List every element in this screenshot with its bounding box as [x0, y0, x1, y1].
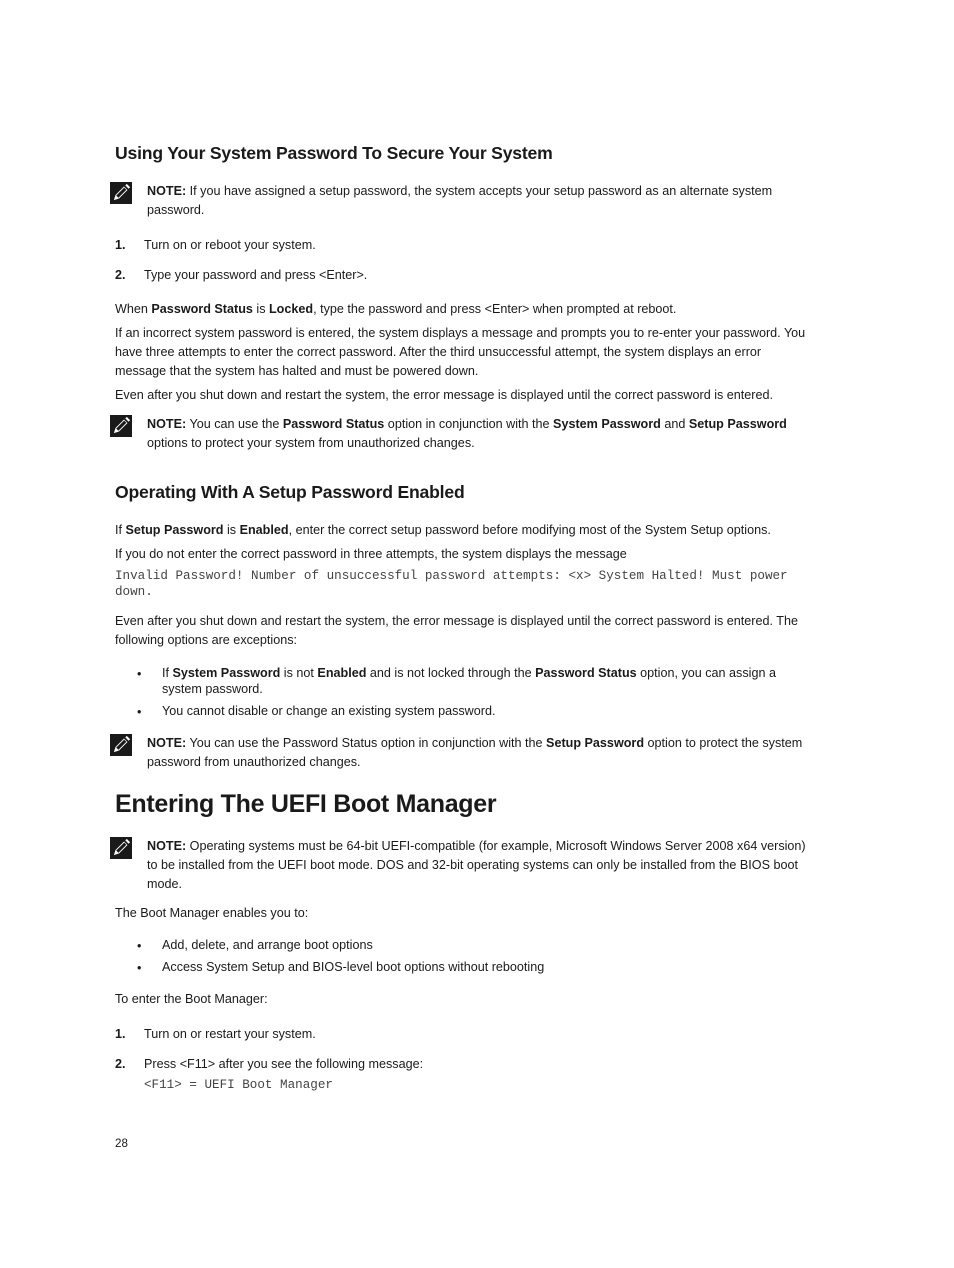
code-invalid-password-message: Invalid Password! Number of unsuccessful password attempts: <x> System Halted! Must power down.	[115, 569, 788, 599]
paragraph-setup-password-enabled: If Setup Password is Enabled, enter the correct setup password before modifying most of the System Setup options.	[115, 523, 771, 537]
paragraph-password-status-locked: When Password Status is Locked, type the password and press <Enter> when prompted at reboot.	[115, 302, 677, 316]
paragraph-exceptions: Even after you shut down and restart the system, the error message is displayed until the correct password is entered. The following options are exceptions:	[115, 614, 798, 647]
step-text: Press <F11> after you see the following message:	[144, 1057, 424, 1071]
list-item-text: Add, delete, and arrange boot options	[162, 938, 373, 952]
step-number: 2.	[115, 268, 126, 282]
list-item-text: Access System Setup and BIOS-level boot options without rebooting	[162, 960, 545, 974]
paragraph-boot-manager-enables: The Boot Manager enables you to:	[115, 906, 309, 920]
code-f11-message: <F11> = UEFI Boot Manager	[144, 1078, 333, 1092]
pencil-note-icon	[110, 837, 132, 859]
pencil-note-icon	[110, 734, 132, 756]
pencil-note-icon	[110, 415, 132, 437]
list-item-text: If System Password is not Enabled and is not locked through the Password Status option, you can assign a system password.	[162, 666, 776, 696]
document-page: Using Your System Password To Secure Your System NOTE: If you have assigned a setup password, the system accepts your setup password as an alternate system password. 1. Turn on or reboot your system. 2. Type your password and press <Enter>. When Password Status is Locked, type the password and press <Enter> when prompted at reboot. If an incorrect system password is entered, the system displays a message and prompts you to re-enter your password. You have three attempts to enter the correct password. After the third unsuccessful attempt, the system displays an error message that the system has halted and must be powered down. Even after you shut down and restart the system, the error message is displayed until the correct password is entered. NOTE: You can use the Password Status option in conjunction with the System Password and Setup Password options to protect your system from unauthorized changes. Operating With A Setup Password Enabled If Setup Password is Enabled, enter the correct setup password before modifying most of the System Setup options. If you do not enter the correct password in three attempts, the system displays the message Invalid Password! Number of unsuccessful password attempts: <x> System Halted! Must power down. Even after you shut down and restart the system, the error message is displayed until the correct password is entered. The following options are exceptions: • If System Password is not Enabled and is not locked through the Password Status option, you can assign a system password. • You cannot disable or change an existing system password. NOTE: You can use the Password Status option in conjunction with the Setup Password option to protect the system password from unauthorized changes. Entering The UEFI Boot Manager NOTE: Operating systems must be 64-bit UEFI-compatible (for example, Microsoft Windows Server 2008 x64 version) to be installed from the UEFI boot mode. DOS and 32-bit operating systems can only be installed from the BIOS boot mode. The Boot Manager enables you to: • Add, delete, and arrange boot options • Access System Setup and BIOS-level boot options without rebooting To enter the Boot Manager: 1. Turn on or restart your system. 2. Press <F11> after you see the following message: <F11> = UEFI Boot Manager 28	[0, 0, 954, 1268]
paragraph-three-attempts: If you do not enter the correct password in three attempts, the system displays the message	[115, 547, 627, 561]
paragraph-to-enter-boot-manager: To enter the Boot Manager:	[115, 992, 268, 1006]
page-title-uefi-boot-manager: Entering The UEFI Boot Manager	[115, 790, 497, 818]
note-label: NOTE:	[147, 184, 187, 198]
step-text: Turn on or restart your system.	[144, 1027, 316, 1041]
page-number: 28	[115, 1137, 128, 1150]
section-heading-system-password: Using Your System Password To Secure Your System	[115, 143, 553, 163]
bullet-glyph: •	[137, 939, 142, 953]
bullet-glyph: •	[137, 705, 142, 719]
list-item-text: You cannot disable or change an existing system password.	[162, 704, 496, 718]
paragraph-error-persists: Even after you shut down and restart the system, the error message is displayed until the correct password is entered.	[115, 388, 773, 402]
paragraph-incorrect-password: If an incorrect system password is entered, the system displays a message and prompts you to re-enter your password. You have three attempts to enter the correct password. After the third unsuccessful attempt, the system displays an error message that the system has halted and must be powered down.	[115, 326, 806, 378]
step-number: 1.	[115, 238, 126, 252]
bullet-glyph: •	[137, 961, 142, 975]
step-number: 2.	[115, 1057, 126, 1071]
section-heading-setup-password-enabled: Operating With A Setup Password Enabled	[115, 482, 465, 502]
step-text: Type your password and press <Enter>.	[144, 268, 368, 282]
pencil-note-icon	[110, 182, 132, 204]
step-text: Turn on or reboot your system.	[144, 238, 316, 252]
step-number: 1.	[115, 1027, 126, 1041]
note-text: If you have assigned a setup password, the system accepts your setup password as an alternate system password.	[147, 184, 773, 217]
bullet-glyph: •	[137, 667, 142, 681]
